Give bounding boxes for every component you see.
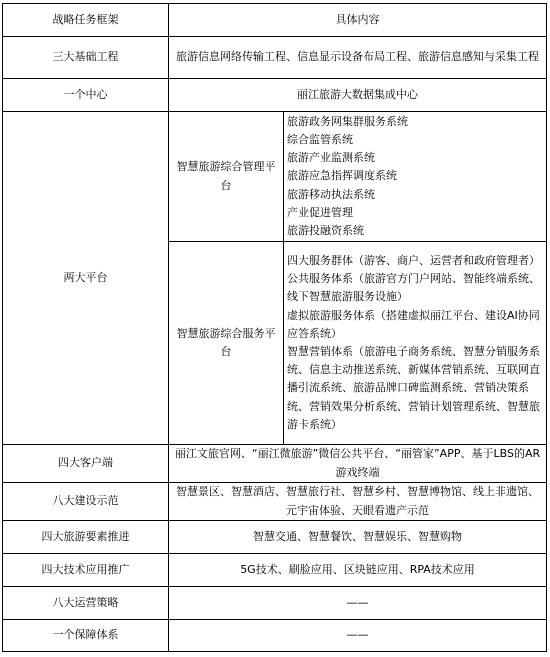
row-label: 四大客户端 (3, 445, 169, 483)
table-row (3, 112, 547, 242)
list-item: 产业促进管理 (287, 205, 353, 219)
row-label: 一个中心 (3, 79, 169, 112)
row-content: 旅游信息网络传输工程、信息显示设备布局工程、旅游信息感知与采集工程 (169, 37, 547, 79)
table-row (3, 79, 547, 112)
platform-item-list (284, 112, 547, 242)
row-content: 丽江文旅官网、“丽江微旅游”微信公共平台、“丽管家”APP、基于LBS的AR游戏终端 (169, 445, 547, 483)
row-content: —— (169, 587, 547, 620)
table-row (3, 521, 547, 554)
list-item: 综合监管系统 (287, 132, 353, 146)
row-label: 四大技术应用推广 (3, 554, 169, 587)
row-content: 智慧景区、智慧酒店、智慧旅行社、智慧乡村、智慧博物馆、线上非遗馆、元宇宙体验、天眼看遗产示范 (169, 483, 547, 521)
row-content: 5G技术、刷脸应用、区块链应用、RPA技术应用 (169, 554, 547, 587)
list-item: 旅游政务网集群服务系统 (287, 114, 408, 128)
list-item: 虚拟旅游服务体系（搭建虚拟丽江平台、建设AI协同应答系统） (287, 308, 540, 340)
row-label: 八大建设示范 (3, 483, 169, 521)
header-framework: 战略任务框架 (3, 4, 169, 37)
table-header-row (3, 4, 547, 37)
row-label: 三大基础工程 (3, 37, 169, 79)
platform-item-list (284, 242, 547, 445)
row-label: 两大平台 (3, 112, 169, 445)
list-item: 四大服务群体（游客、商户、运营者和政府管理者） (287, 253, 540, 267)
table-row (3, 554, 547, 587)
list-item: 旅游投融资系统 (287, 224, 364, 237)
row-label: 一个保障体系 (3, 620, 169, 652)
table-row (3, 37, 547, 79)
header-content: 具体内容 (169, 4, 547, 37)
row-label: 八大运营策略 (3, 587, 169, 620)
platform-title: 智慧旅游综合管理平台 (169, 112, 284, 242)
table-row (3, 445, 547, 483)
row-content: 智慧交通、智慧餐饮、智慧娱乐、智慧购物 (169, 521, 547, 554)
list-item: 智慧营销体系（旅游电子商务系统、智慧分销服务系统、信息主动推送系统、新媒体营销系统、互联网直播引流系统、旅游品牌口碑监测系统、营销决策系统、营销效果分析系统、营销计划管理系统、智慧旅游卡系统） (287, 345, 540, 431)
row-content: —— (169, 620, 547, 652)
table-row (3, 620, 547, 652)
row-label: 四大旅游要素推进 (3, 521, 169, 554)
strategy-table (2, 3, 547, 652)
list-item: 旅游产业监测系统 (287, 151, 375, 165)
table-row (3, 483, 547, 521)
list-item: 公共服务体系（旅游官方门户网站、智能终端系统、线下智慧旅游服务设施） (287, 272, 540, 304)
row-content: 丽江旅游大数据集成中心 (169, 79, 547, 112)
platform-title: 智慧旅游综合服务平台 (169, 242, 284, 445)
table-row (3, 587, 547, 620)
list-item: 旅游应急指挥调度系统 (287, 169, 397, 183)
list-item: 旅游移动执法系统 (287, 187, 375, 201)
